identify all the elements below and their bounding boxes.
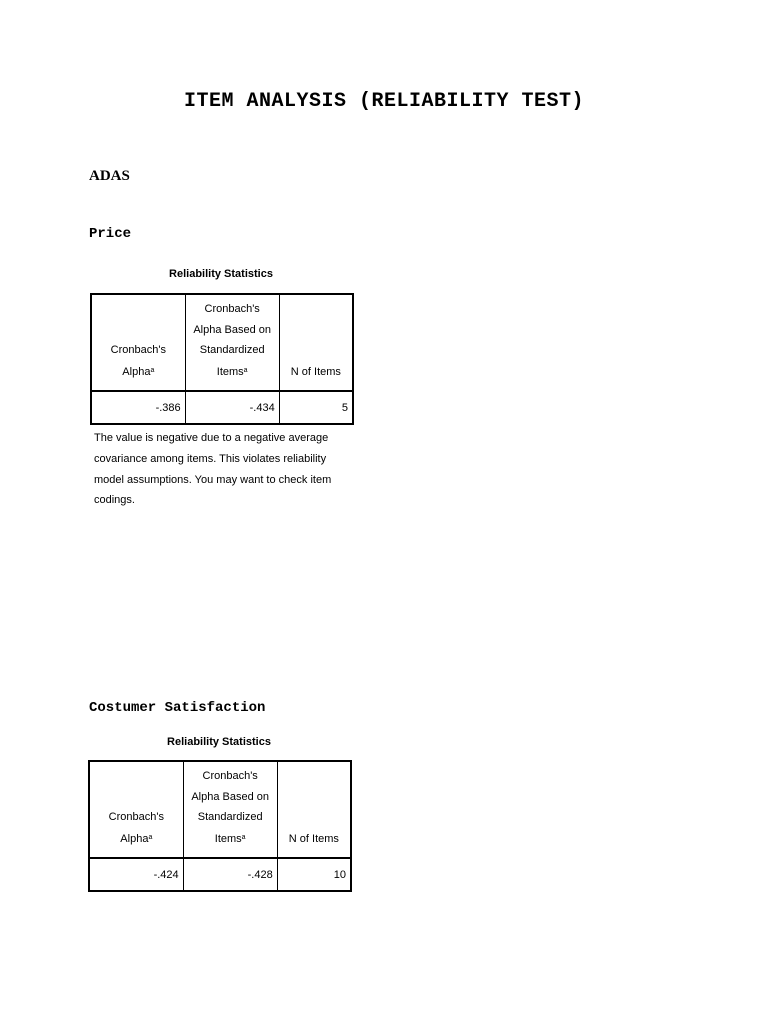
cell-alpha-standardized: -.428 [183, 858, 277, 891]
table-header-row [91, 294, 353, 391]
reliability-statistics-table-price [90, 293, 354, 425]
table-footnote: The value is negative due to a negative average covariance among items. This violates reliability model assumptions. You may want to check item codings. [94, 432, 332, 507]
table-row [89, 858, 351, 891]
table-header-row [89, 761, 351, 858]
cell-n-of-items: 5 [279, 391, 353, 424]
reliability-statistics-title: Reliability Statistics [169, 268, 273, 280]
cell-cronbachs-alpha: -.424 [89, 858, 183, 891]
cell-cronbachs-alpha: -.386 [91, 391, 185, 424]
header-cronbachs-alpha: Cronbach's Alpha$^a$ [89, 761, 183, 858]
page-title: ITEM ANALYSIS (RELIABILITY TEST) [183, 90, 585, 113]
cell-n-of-items: 10 [277, 858, 351, 891]
table-row [91, 391, 353, 424]
section-heading-price: Price [89, 226, 132, 242]
reliability-statistics-title: Reliability Statistics [167, 736, 271, 748]
reliability-statistics-table-costumer-satisfaction [88, 760, 352, 892]
group-heading: ADAS [89, 168, 130, 184]
header-cronbachs-alpha: Cronbach's Alpha$^a$ [91, 294, 185, 391]
header-n-of-items: N of Items [279, 294, 353, 391]
header-alpha-standardized: Cronbach's Alpha Based on Standardized Items$^a$ [185, 294, 279, 391]
cell-alpha-standardized: -.434 [185, 391, 279, 424]
header-n-of-items: N of Items [277, 761, 351, 858]
section-heading-costumer-satisfaction: Costumer Satisfaction [89, 700, 266, 716]
header-alpha-standardized: Cronbach's Alpha Based on Standardized Items$^a$ [183, 761, 277, 858]
